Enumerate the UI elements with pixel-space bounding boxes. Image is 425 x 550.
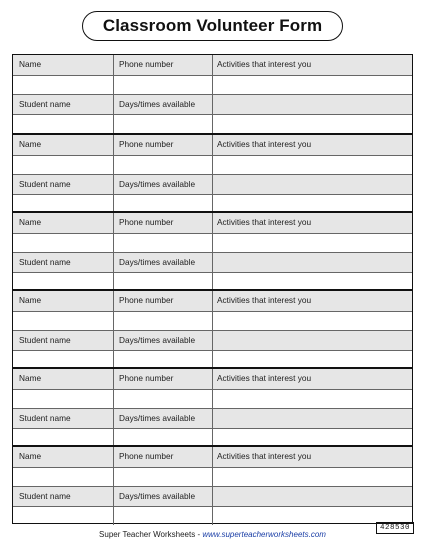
volunteer-form-table: [12, 54, 413, 524]
phone-number-label: Phone number: [119, 373, 174, 383]
activities-label: Activities that interest you: [217, 139, 312, 149]
name-label: Name: [19, 217, 42, 227]
worksheet-code: 428530: [376, 522, 414, 534]
column-divider: [212, 213, 213, 291]
activities-label: Activities that interest you: [217, 295, 312, 305]
volunteer-entry-block: [13, 367, 412, 447]
name-label: Name: [19, 59, 42, 69]
student-name-label: Student name: [19, 491, 71, 501]
student-name-label: Student name: [19, 257, 71, 267]
activities-label: Activities that interest you: [217, 373, 312, 383]
days-times-label: Days/times available: [119, 491, 196, 501]
volunteer-entry-block: [13, 133, 412, 213]
column-divider: [212, 135, 213, 213]
student-name-label: Student name: [19, 179, 71, 189]
form-title: Classroom Volunteer Form: [82, 11, 343, 41]
phone-number-label: Phone number: [119, 217, 174, 227]
phone-number-label: Phone number: [119, 59, 174, 69]
activities-label: Activities that interest you: [217, 217, 312, 227]
column-divider: [113, 369, 114, 447]
column-divider: [212, 55, 213, 133]
name-label: Name: [19, 295, 42, 305]
name-label: Name: [19, 451, 42, 461]
student-name-label: Student name: [19, 99, 71, 109]
days-times-label: Days/times available: [119, 413, 196, 423]
days-times-label: Days/times available: [119, 179, 196, 189]
phone-number-label: Phone number: [119, 139, 174, 149]
phone-number-label: Phone number: [119, 295, 174, 305]
days-times-label: Days/times available: [119, 99, 196, 109]
column-divider: [113, 213, 114, 291]
volunteer-entry-block: [13, 55, 412, 133]
column-divider: [212, 369, 213, 447]
column-divider: [212, 291, 213, 369]
days-times-label: Days/times available: [119, 335, 196, 345]
footer: [0, 530, 425, 539]
student-name-label: Student name: [19, 335, 71, 345]
column-divider: [113, 447, 114, 525]
footer-brand: Super Teacher Worksheets -: [99, 530, 203, 539]
volunteer-entry-block: [13, 445, 412, 525]
name-label: Name: [19, 139, 42, 149]
name-label: Name: [19, 373, 42, 383]
student-name-label: Student name: [19, 413, 71, 423]
activities-label: Activities that interest you: [217, 451, 312, 461]
volunteer-entry-block: [13, 289, 412, 369]
column-divider: [113, 135, 114, 213]
days-times-label: Days/times available: [119, 257, 196, 267]
activities-label: Activities that interest you: [217, 59, 312, 69]
footer-url[interactable]: www.superteacherworksheets.com: [202, 530, 326, 539]
phone-number-label: Phone number: [119, 451, 174, 461]
column-divider: [212, 447, 213, 525]
volunteer-entry-block: [13, 211, 412, 291]
column-divider: [113, 55, 114, 133]
column-divider: [113, 291, 114, 369]
